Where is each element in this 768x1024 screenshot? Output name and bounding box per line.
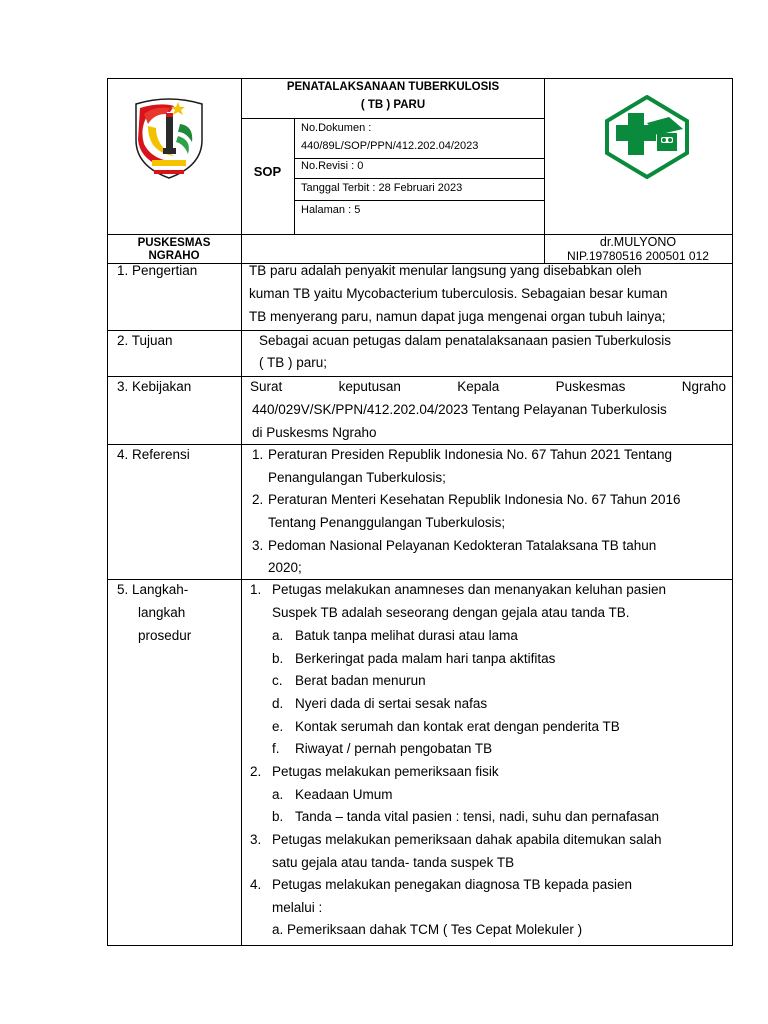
referensi-item-line1: Pedoman Nasional Pelayanan Kedokteran Tatalaksana TB tahun	[268, 538, 657, 553]
sub-step-letter: f.	[272, 741, 280, 756]
referensi-item-line1: Peraturan Menteri Kesehatan Republik Indonesia No. 67 Tahun 2016	[268, 492, 681, 507]
sub-step-text: Tanda – tanda vital pasien : tensi, nadi, suhu dan pernafasan	[295, 809, 660, 824]
tujuan-line: ( TB ) paru;	[259, 355, 328, 370]
step-text: Petugas melakukan anamneses dan menanyakan keluhan pasien	[272, 582, 667, 597]
sop-label: SOP	[253, 164, 282, 179]
page-count: Halaman : 5	[301, 204, 361, 216]
sub-step-letter: a.	[272, 787, 284, 802]
kebijakan-line: di Puskesms Ngraho	[252, 425, 377, 440]
referensi-number: 2.	[252, 492, 264, 507]
referensi-item-line2: Penangulangan Tuberkulosis;	[268, 470, 446, 485]
step-text: satu gejala atau tanda- tanda suspek TB	[272, 855, 515, 870]
step-text: melalui :	[272, 900, 323, 915]
step-number: 1.	[250, 582, 262, 597]
step-text: Suspek TB adalah seseorang dengan gejala atau tanda TB.	[272, 605, 630, 620]
doc-title-line2: ( TB ) PARU	[360, 99, 426, 111]
sub-step-letter: d.	[272, 696, 284, 711]
step-number: 4.	[250, 877, 262, 892]
signer-nip: NIP.19780516 200501 012	[567, 249, 709, 263]
sub-step-text: Berat badan menurun	[295, 673, 426, 688]
sub-step-letter: b.	[272, 809, 284, 824]
sub-step-text: Kontak serumah dan kontak erat dengan penderita TB	[295, 719, 620, 734]
step-text: Petugas melakukan pemeriksaan dahak apabila ditemukan salah	[272, 832, 662, 847]
bojonegoro-regency-logo	[130, 96, 208, 180]
sub-step-letter: c.	[272, 673, 283, 688]
doc-title-line1: PENATALAKSANAAN TUBERKULOSIS	[286, 81, 500, 93]
pengertian-line: TB paru adalah penyakit menular langsung yang disebabkan oleh	[249, 263, 642, 278]
publish-date: Tanggal Terbit : 28 Februari 2023	[301, 182, 463, 194]
section-label-langkah-cont: prosedur	[138, 628, 192, 643]
org-name-line2: NGRAHO	[148, 250, 200, 262]
sub-step-text: Nyeri dada di sertai sesak nafas	[295, 696, 488, 711]
referensi-item-line2: Tentang Penanggulangan Tuberkulosis;	[268, 515, 506, 530]
sub-step-text: Berkeringat pada malam hari tanpa aktifitas	[295, 651, 556, 666]
referensi-item-line2: 2020;	[268, 560, 302, 575]
kebijakan-line: Surat keputusan Kepala Puskesmas Ngraho	[250, 379, 726, 394]
sub-step-letter: a.	[272, 628, 284, 643]
referensi-number: 3.	[252, 538, 264, 553]
section-label-pengertian: 1. Pengertian	[117, 263, 198, 278]
sub-step-letter: b.	[272, 651, 284, 666]
tujuan-line: Sebagai acuan petugas dalam penatalaksanaan pasien Tuberkulosis	[259, 333, 672, 348]
section-label-referensi: 4. Referensi	[117, 447, 190, 462]
kebijakan-line: 440/029V/SK/PPN/412.202.04/2023 Tentang Pelayanan Tuberkulosis	[252, 402, 667, 417]
sub-step-letter: e.	[272, 719, 284, 734]
sub-step-text: Keadaan Umum	[295, 787, 393, 802]
step-text: Petugas melakukan penegakan diagnosa TB kepada pasien	[272, 877, 633, 892]
section-label-langkah: 5. Langkah-	[117, 582, 189, 597]
step-number: 2.	[250, 764, 262, 779]
signer-name: dr.MULYONO	[599, 235, 677, 249]
step-text: a. Pemeriksaan dahak TCM ( Tes Cepat Molekuler )	[272, 922, 583, 937]
doc-number-label: No.Dokumen :	[301, 122, 372, 134]
referensi-number: 1.	[252, 447, 264, 462]
revision-number: No.Revisi : 0	[301, 160, 364, 172]
sub-step-text: Batuk tanpa melihat durasi atau lama	[295, 628, 518, 643]
kemenkes-logo	[603, 95, 691, 179]
org-name-line1: PUSKESMAS	[137, 237, 211, 249]
step-number: 3.	[250, 832, 262, 847]
section-label-tujuan: 2. Tujuan	[117, 333, 173, 348]
section-label-kebijakan: 3. Kebijakan	[117, 379, 192, 394]
section-label-langkah-cont: langkah	[138, 605, 186, 620]
pengertian-line: kuman TB yaitu Mycobacterium tuberculosis. Sebagaian besar kuman	[249, 286, 668, 301]
doc-number-value: 440/89L/SOP/PPN/412.202.04/2023	[301, 140, 479, 152]
pengertian-line: TB menyerang paru, namun dapat juga mengenai organ tubuh lainya;	[249, 309, 666, 324]
step-text: Petugas melakukan pemeriksaan fisik	[272, 764, 499, 779]
referensi-item-line1: Peraturan Presiden Republik Indonesia No. 67 Tahun 2021 Tentang	[268, 447, 673, 462]
sub-step-text: Riwayat / pernah pengobatan TB	[295, 741, 493, 756]
